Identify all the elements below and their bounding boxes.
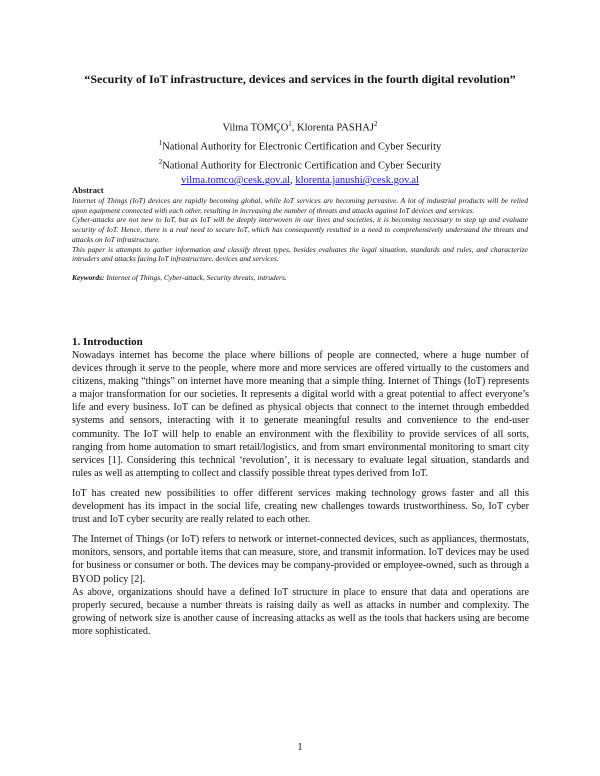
author-line bbox=[120, 117, 480, 136]
abstract-paragraph: This paper is attempts to gather information and classify threat types, besides evaluates the legal situation, standards and rules, and characterize intruders and attacks facing IoT infrastructure, devices and services. bbox=[72, 244, 528, 264]
introduction-body bbox=[72, 349, 529, 645]
email-2-link[interactable]: klorenta.janushi@cesk.gov.al bbox=[295, 175, 419, 186]
author-2-sup: 2 bbox=[373, 120, 378, 128]
section-heading-introduction: 1. Introduction bbox=[72, 336, 143, 348]
email-separator: , bbox=[290, 175, 296, 186]
paper-title: “Security of IoT infrastructure, devices and services in the fourth digital revolution” bbox=[84, 72, 516, 86]
author-2-name: Klorenta PASHAJ bbox=[297, 122, 374, 134]
abstract-body bbox=[72, 196, 528, 264]
affiliation-2-sup: 2 bbox=[158, 158, 163, 166]
affiliation-2 bbox=[120, 155, 480, 174]
keywords-value: Internet of Things, Cyber-attack, Security threats, intruders. bbox=[104, 273, 287, 282]
body-paragraph: Nowadays internet has become the place where billions of people are connected, where a huge number of devices through it serve to the people, where more and more services are offered virtually to the customers and citizens, making “things” on internet have more meaning that a simple thing. Internet of Things (IoT) represents a major transformation for our societies. It represents a digital world with a great potential to affect everyone’s life and every business. IoT can be defined as physical objects that connect to the internet through embedded systems and sensors, interacting with it to generate meaningful results and convenience to the end-user community. The IoT will help to enable an environment with the flexibility to provide services of all sorts, ranging from home automation to smart retail/logistics, and from smart environmental monitoring to smart city services [1]. Considering this technical ‘revolution’, it is necessary to evaluate legal situation, standards and rules as well as attempting to collect and classify possible threat types derived from IoT. bbox=[72, 350, 529, 479]
body-paragraph: As above, organizations should have a defined IoT structure in place to ensure that data and operations are properly secured, because a number threats is raising daily as well as attacks in number and complexity. The growing of network size is another cause of increasing attacks as well as the tools that hackers using are become more sophisticated. bbox=[72, 586, 529, 637]
author-1-name: Vilma TOMÇO bbox=[222, 122, 289, 134]
affiliation-1-text: National Authority for Electronic Certification and Cyber Security bbox=[162, 141, 442, 153]
affiliation-1-sup: 1 bbox=[158, 139, 163, 147]
body-paragraph: IoT has created new possibilities to offer different services making technology grows faster and all this development has its impact in the social life, creating new challenges towards trustworthiness. So, IoT cyber trust and IoT cyber security are really related to each other. bbox=[72, 487, 529, 526]
page-number: 1 bbox=[297, 742, 303, 753]
keywords-label: Keywords: bbox=[72, 273, 105, 282]
abstract-paragraph: Internet of Things (IoT) devices are rapidly becoming global, while IoT services are becoming pervasive. A lot of industrial products will be relied upon equipment connected with each other, resulting in increasing the number of threats and attacks against IoT devices and services. bbox=[72, 196, 528, 215]
author-1-sup: 1 bbox=[288, 120, 292, 128]
affiliation-1 bbox=[120, 136, 480, 155]
body-paragraph: The Internet of Things (or IoT) refers to network or internet-connected devices, such as appliances, thermostats, monitors, sensors, and portable items that can measure, store, and transmit information. IoT devices may be used for business or consumer or both. The devices may be company-provided or employee-owned, such as through a BYOD policy [2]. bbox=[72, 534, 529, 585]
email-1-link[interactable]: vilma.tomco@cesk.gov.al bbox=[181, 175, 291, 186]
author-separator: , bbox=[291, 122, 298, 134]
authors-block bbox=[120, 117, 480, 189]
affiliation-2-text: National Authority for Electronic Certification and Cyber Security bbox=[162, 160, 442, 172]
email-line bbox=[120, 174, 480, 189]
abstract-heading: Abstract bbox=[72, 185, 104, 195]
keywords-line bbox=[72, 273, 287, 282]
abstract-paragraph: Cyber-attacks are not new to IoT, but as IoT will be deeply interwoven in our lives and societies, it is becoming necessary to step up and evaluate security of IoT. Hence, there is a real need to secure IoT, which has consequently resulted in a need to comprehensively understand the threats and attacks on IoT infrastructure. bbox=[72, 215, 528, 244]
